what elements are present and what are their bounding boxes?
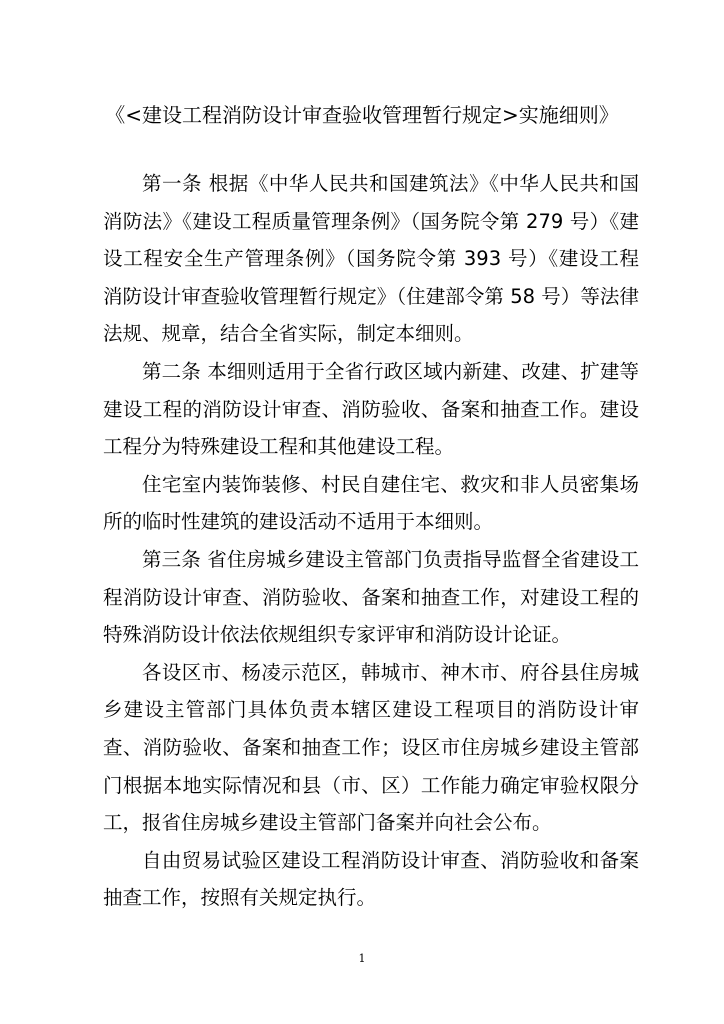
paragraph-article-2-exclusion: 住宅室内装饰装修、村民自建住宅、救灾和非人员密集场所的临时性建筑的建设活动不适用于本细则。	[103, 472, 639, 534]
paragraph-article-3: 第三条 省住房城乡建设主管部门负责指导监督全省建设工程消防设计审查、消防验收、备案和抽查工作，对建设工程的特殊消防设计依法依规组织专家评审和消防设计论证。	[103, 547, 639, 647]
paragraph-article-3-free-trade-zone: 自由贸易试验区建设工程消防设计审查、消防验收和备案抽查工作，按照有关规定执行。	[103, 848, 639, 910]
paragraph-article-3-local-authorities: 各设区市、杨凌示范区，韩城市、神木市、府谷县住房城乡建设主管部门具体负责本辖区建设工程项目的消防设计审查、消防验收、备案和抽查工作；设区市住房城乡建设主管部门根据本地实际情况和县（市、区）工作能力确定审验权限分工，报省住房城乡建设主管部门备案并向社会公布。	[103, 660, 639, 835]
document-body	[103, 165, 639, 917]
paragraph-article-2: 第二条 本细则适用于全省行政区域内新建、改建、扩建等建设工程的消防设计审查、消防验收、备案和抽查工作。建设工程分为特殊建设工程和其他建设工程。	[103, 359, 639, 459]
paragraph-article-1: 第一条 根据《中华人民共和国建筑法》《中华人民共和国消防法》《建设工程质量管理条例》（国务院令第 279 号）《建设工程安全生产管理条例》（国务院令第 393 号）《建设工程消防设计审查验收管理暂行规定》（住建部令第 58 号）等法律法规、规章，结合全省实际，制定本细则。	[103, 172, 639, 346]
document-title: 《<建设工程消防设计审查验收管理暂行规定>实施细则》	[105, 103, 619, 127]
page-number: 1	[358, 952, 366, 965]
